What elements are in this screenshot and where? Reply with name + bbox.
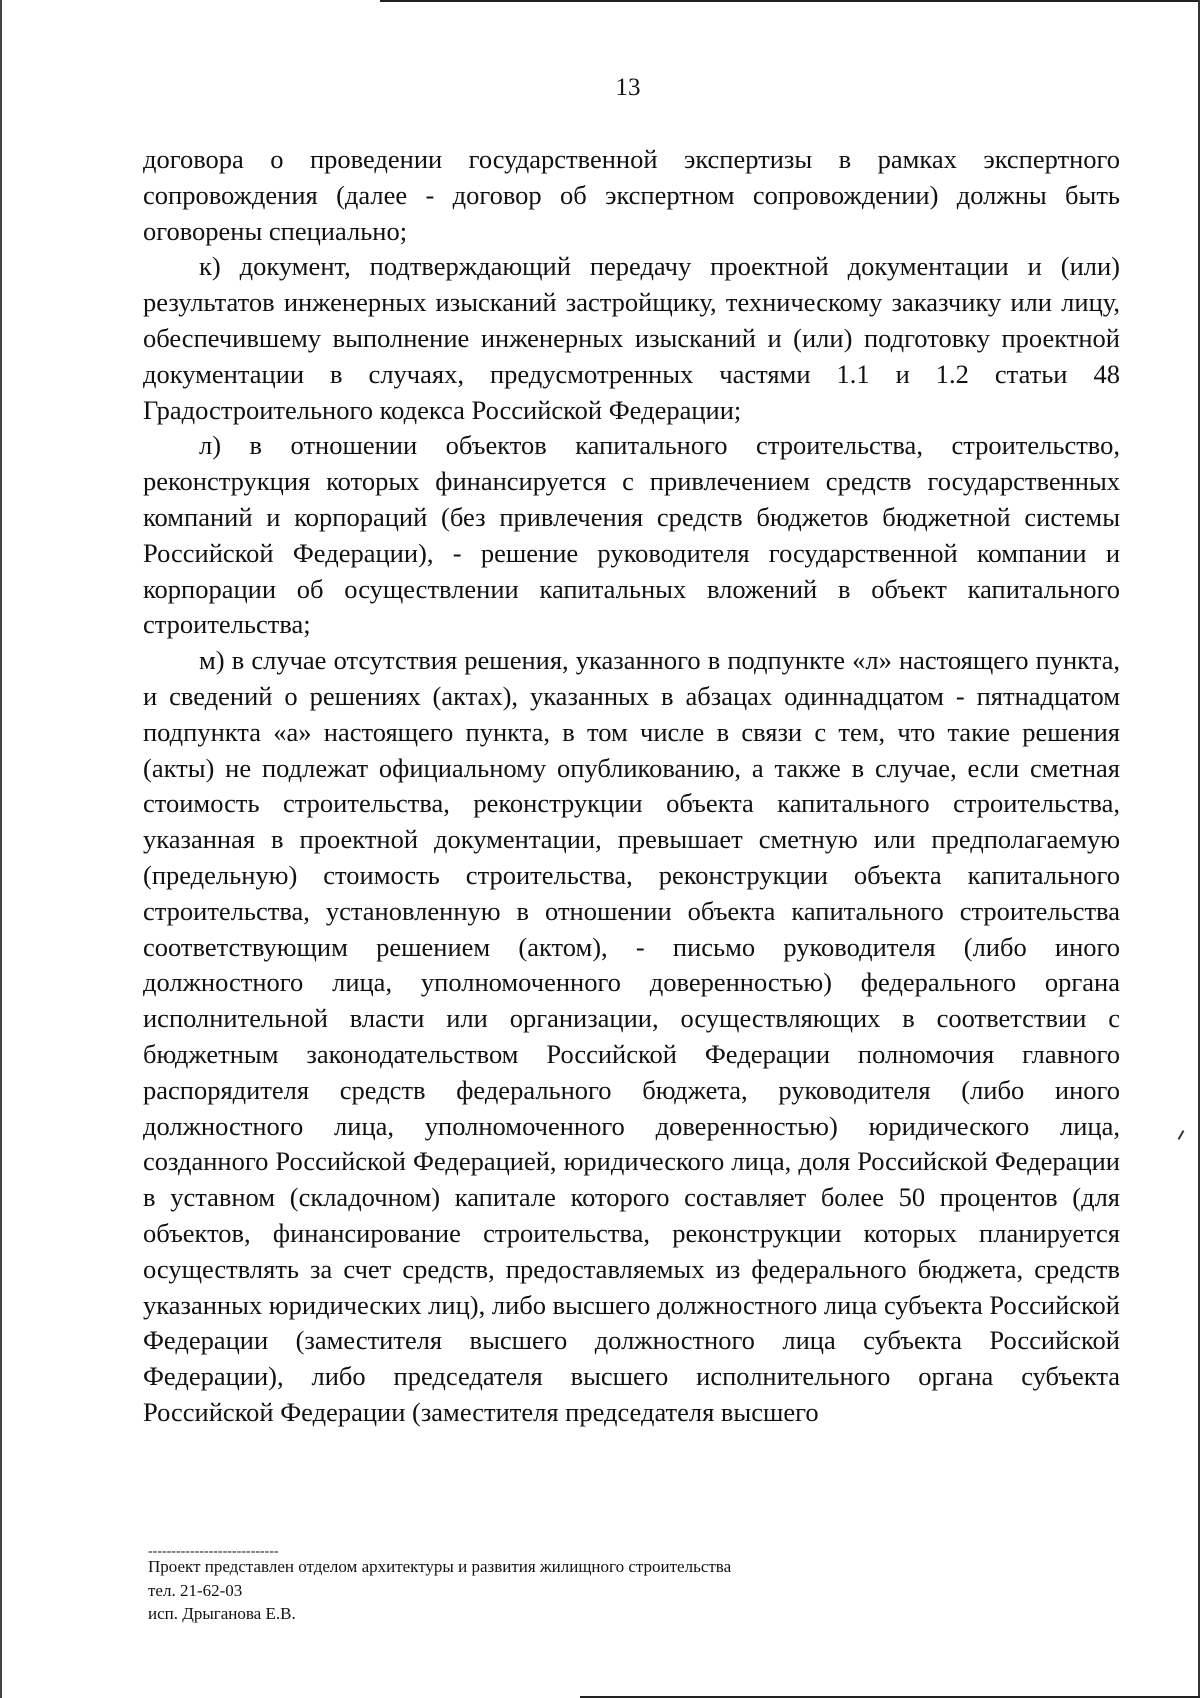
paragraph-continuation: договора о проведении государственной экспертизы в рамках экспертного сопровождения (далее - договор об экспертном сопровождении) должны быть оговорены специально; [143, 144, 1120, 246]
paragraph-item-k: к) документ, подтверждающий передачу проектной документации и (или) результатов инженерных изысканий застройщику, техническому заказчику или лицу, обеспечившему выполнение инженерных изысканий и (или) подготовку проектной документации в случаях, предусмотренных частями 1.1 и 1.2 статьи 48 Градостроительного кодекса Российской Федерации; [143, 251, 1120, 425]
page-number: 13 [615, 74, 641, 101]
footnote-separator: ---------------------------- [148, 1544, 279, 1559]
scan-edge-top [380, 0, 1200, 2]
document-body [143, 142, 1120, 1431]
scan-speck [1178, 1130, 1185, 1140]
footnote-executor: исп. Дрыганова Е.В. [148, 1604, 296, 1623]
scan-edge-left [0, 0, 2, 1698]
footnote-department: Проект представлен отделом архитектуры и развития жилищного строительства [148, 1557, 732, 1576]
footnote-phone: тел. 21-62-03 [148, 1580, 243, 1600]
footnote [148, 1555, 731, 1626]
paragraph-item-l: л) в отношении объектов капитального строительства, строительство, реконструкция которых финансируется с привлечением средств государственных компаний и корпораций (без привлечения средств бюджетов бюджетной системы Российской Федерации), - решение руководителя государственной компании и корпорации об осуществлении капитальных вложений в объект капитального строительства; [143, 430, 1120, 640]
paragraph-item-m: м) в случае отсутствия решения, указанного в подпункте «л» настоящего пункта, и сведений о решениях (актах), указанных в абзацах одиннадцатом - пятнадцатом подпункта «а» настоящего пункта, в том числе в связи с тем, что такие решения (акты) не подлежат официальному опубликованию, а также в случае, если сметная стоимость строительства, реконструкции объекта капитального строительства, указанная в проектной документации, превышает сметную или предполагаемую (предельную) стоимость строительства, реконструкции объекта капитального строительства, установленную в отношении объекта капитального строительства соответствующим решением (актом), - письмо руководителя (либо иного должностного лица, уполномоченного доверенностью) федерального органа исполнительной власти или организации, осуществляющих в соответствии с бюджетным законодательством Российской Федерации полномочия главного распорядителя средств федерального бюджета, руководителя (либо иного должностного лица, уполномоченного доверенностью) юридического лица, созданного Российской Федерацией, юридического лица, доля Российской Федерации в уставном (складочном) капитале которого составляет более 50 процентов (для объектов, финансирование строительства, реконструкции которых планируется осуществлять за счет средств, предоставляемых из федерального бюджета, средств указанных юридических лиц), либо высшего должностного лица субъекта Российской Федерации (заместителя высшего должностного лица субъекта Российской Федерации), либо председателя высшего исполнительного органа субъекта Российской Федерации (заместителя председателя высшего [143, 645, 1120, 1427]
